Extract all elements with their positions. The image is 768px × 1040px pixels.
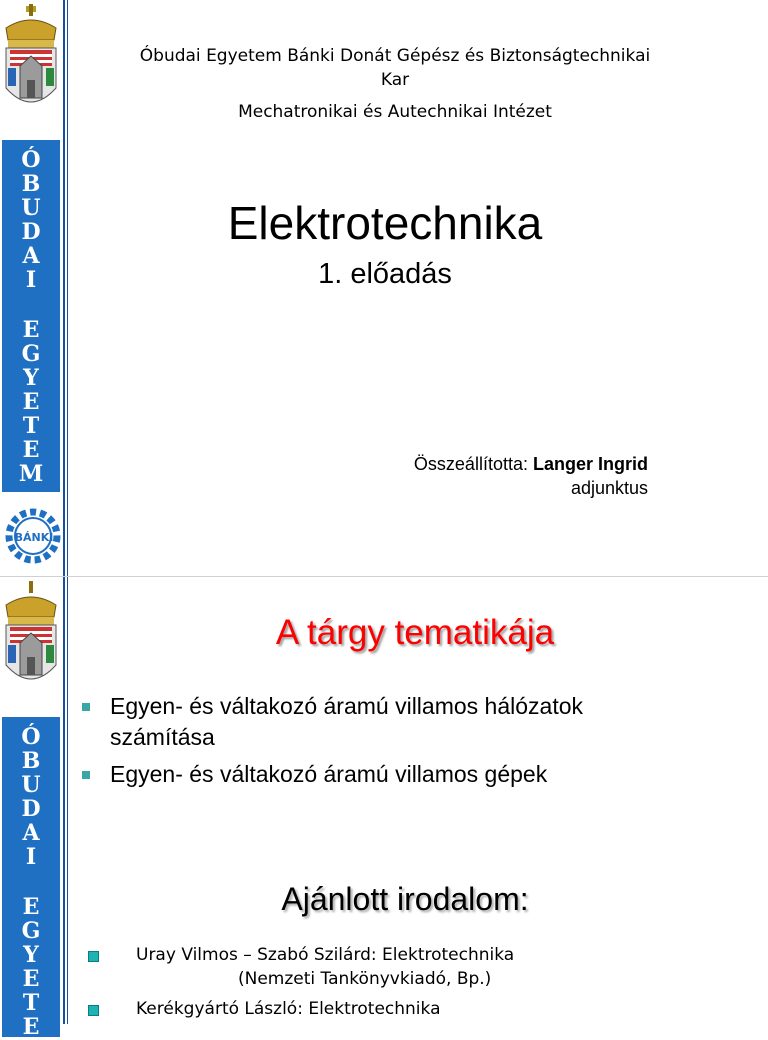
author-block: [414, 452, 648, 500]
list-item: Uray Vilmos – Szabó Szilárd: Elektrotechnika: [86, 943, 686, 967]
institute-name: Mechatronikai és Autechnikai Intézet: [238, 102, 552, 122]
author-name: Langer Ingrid: [532, 454, 648, 474]
slide-2: [0, 576, 768, 1040]
list-item: Egyen- és váltakozó áramú villamos gépek: [82, 759, 682, 790]
topics-list: [82, 691, 682, 796]
course-title: Elektrotechnika: [227, 197, 543, 249]
institution-name: Óbudai Egyetem Bánki Donát Gépész és Biztonságtechnikai Kar: [139, 46, 651, 90]
topics-heading: A tárgy tematikája: [275, 613, 555, 652]
list-item: Kerékgyártó László: Elektrotechnika: [86, 997, 686, 1021]
sidebar-university-name: Ó B U D A I E G Y E T E: [2, 717, 60, 1037]
literature-list: [86, 943, 686, 1021]
divider-line-thin: [67, 577, 68, 1024]
university-crest-logo: [2, 583, 60, 695]
university-crest-logo: [2, 6, 60, 118]
divider-line-thin: [67, 0, 68, 576]
gear-logo-text: BÁNKI: [14, 531, 54, 544]
sidebar-university-name: Ó B U D A I E G Y E T E M: [2, 140, 60, 492]
banki-gear-logo: [3, 506, 61, 566]
list-item-detail: (Nemzeti Tankönyvkiadó, Bp.): [238, 969, 492, 989]
divider-line: [63, 577, 65, 1024]
lecture-number: 1. előadás: [318, 258, 452, 290]
author-role: adjunktus: [570, 478, 648, 498]
divider-line: [63, 0, 65, 576]
author-prefix: Összeállította:: [413, 454, 533, 474]
list-item: Egyen- és váltakozó áramú villamos hálózatok számítása: [82, 691, 682, 753]
literature-heading: Ajánlott irodalom:: [281, 881, 529, 917]
